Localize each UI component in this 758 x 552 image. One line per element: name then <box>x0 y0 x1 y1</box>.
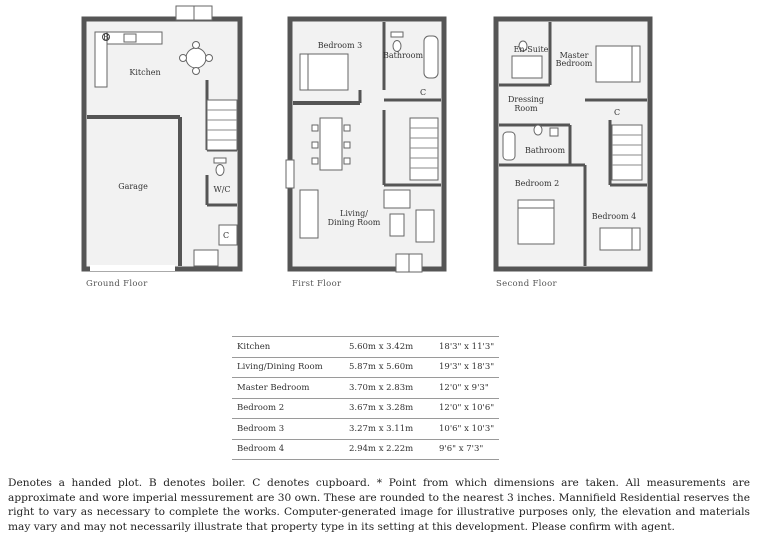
sofa-icon <box>416 210 434 242</box>
room-label: Living/ <box>340 209 368 218</box>
room-label: W/C <box>213 185 231 194</box>
room-label: Bedroom 4 <box>591 212 637 221</box>
room-label: Dressing <box>507 95 545 104</box>
room-label: Bedroom 2 <box>514 179 560 188</box>
ground-floor-plan <box>84 6 240 271</box>
room-label: Garage <box>118 182 148 191</box>
room-label: Master <box>559 51 589 60</box>
front-door-icon <box>194 250 218 266</box>
metric-size: 3.70m x 2.83m <box>344 378 434 399</box>
room-name: Bedroom 2 <box>232 398 344 419</box>
bath-icon <box>503 132 515 160</box>
stairs-icon <box>612 125 642 180</box>
table-row <box>232 337 499 358</box>
room-label: Bathroom <box>382 51 424 60</box>
room-label: Dining Room <box>327 218 381 227</box>
table-row <box>232 398 499 419</box>
room-label: Kitchen <box>129 68 161 77</box>
metric-size: 2.94m x 2.22m <box>344 439 434 460</box>
boiler-label: B <box>103 32 109 42</box>
toilet-icon <box>393 41 401 52</box>
first-floor-plan <box>286 19 444 272</box>
room-label: Bathroom <box>524 146 566 155</box>
floor-caption: Ground Floor <box>86 279 148 289</box>
table-row <box>232 419 499 440</box>
stairs-icon <box>410 118 438 180</box>
table-row <box>232 357 499 378</box>
shower-icon <box>512 56 542 78</box>
stairs-icon <box>207 100 237 150</box>
room-label: Bedroom 3 <box>317 41 363 50</box>
armchair-icon <box>384 190 410 208</box>
room-name: Bedroom 4 <box>232 439 344 460</box>
room-label: C <box>419 88 427 97</box>
room-label: C <box>222 231 230 240</box>
room-dimensions-table <box>232 336 499 460</box>
metric-size: 3.27m x 3.11m <box>344 419 434 440</box>
bath-icon <box>424 36 438 78</box>
toilet-icon <box>534 125 542 135</box>
room-name: Master Bedroom <box>232 378 344 399</box>
dining-table-icon <box>186 48 206 68</box>
room-label: En-Suite <box>513 45 549 54</box>
room-name: Bedroom 3 <box>232 419 344 440</box>
table-row <box>232 378 499 399</box>
room-name: Living/Dining Room <box>232 357 344 378</box>
room-label: C <box>613 108 621 117</box>
second-floor-plan <box>496 19 650 269</box>
imperial-size: 12'0" x 9'3" <box>434 378 499 399</box>
room-label: Bedroom <box>555 59 593 68</box>
metric-size: 5.87m x 5.60m <box>344 357 434 378</box>
floor-caption: Second Floor <box>496 279 557 289</box>
metric-size: 3.67m x 3.28m <box>344 398 434 419</box>
sofa-icon <box>300 190 318 238</box>
room-name: Kitchen <box>232 337 344 358</box>
imperial-size: 9'6" x 7'3" <box>434 439 499 460</box>
imperial-size: 19'3" x 18'3" <box>434 357 499 378</box>
imperial-size: 10'6" x 10'3" <box>434 419 499 440</box>
metric-size: 5.60m x 3.42m <box>344 337 434 358</box>
dining-table-icon <box>320 118 342 170</box>
disclaimer-text: Denotes a handed plot. B denotes boiler. C denotes cupboard. * Point from which dimensions are taken. All measurements are approximate and wore imperial messurement are 30 own. These are rounded to the nearest 3 inches. Mannifield Residential reserves the right to vary as necessary to complete the works. Computer-generated image for illustrative purposes only, the elevation and materials may vary and may not necessarily illustrate that property type in its setting at this development. Please confirm with agent. <box>8 477 750 533</box>
floor-caption: First Floor <box>292 279 342 289</box>
toilet-icon <box>216 165 224 176</box>
room-label: Room <box>514 104 538 113</box>
table-row <box>232 439 499 460</box>
imperial-size: 18'3" x 11'3" <box>434 337 499 358</box>
imperial-size: 12'0" x 10'6" <box>434 398 499 419</box>
